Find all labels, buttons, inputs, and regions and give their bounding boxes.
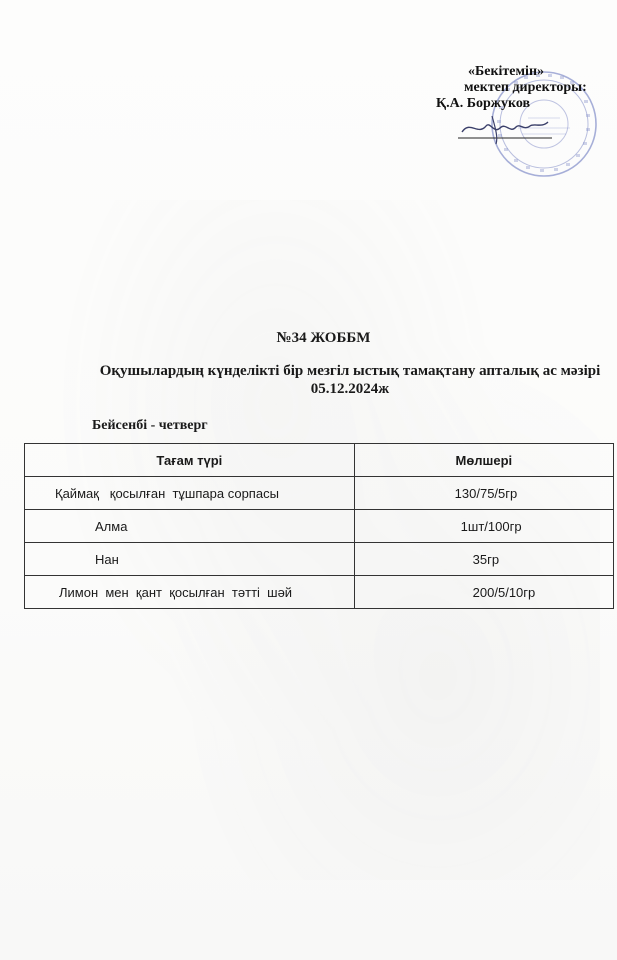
dish-quantity: 130/75/5гр xyxy=(354,477,613,510)
table-row xyxy=(25,576,614,609)
school-name: №34 ЖОББМ xyxy=(276,330,371,346)
header-dish-type: Тағам түрі xyxy=(25,444,355,477)
approval-block xyxy=(436,64,606,112)
dish-quantity: 35гр xyxy=(354,543,613,576)
table-header-row xyxy=(25,444,614,477)
approval-line-approve: «Бекітемін» xyxy=(468,64,545,79)
approval-line-name: Қ.А. Боржуков xyxy=(436,96,531,111)
header-quantity: Мөлшері xyxy=(354,444,613,477)
dish-name: Лимон мен қант қосылған тәтті шәй xyxy=(25,576,355,609)
table-row xyxy=(25,510,614,543)
dish-quantity: 1шт/100гр xyxy=(354,510,613,543)
menu-date: 05.12.2024ж xyxy=(310,381,390,397)
dish-quantity: 200/5/10гр xyxy=(354,576,613,609)
table-row xyxy=(25,543,614,576)
menu-table xyxy=(24,443,614,609)
table-row xyxy=(25,477,614,510)
dish-name: Қаймақ қосылған тұшпара сорпасы xyxy=(25,477,355,510)
weekday-label: Бейсенбі - четверг xyxy=(92,418,208,433)
dish-name: Нан xyxy=(25,543,355,576)
approval-line-director: мектеп директоры: xyxy=(464,80,587,95)
menu-title-line: Оқушылардың күнделікті бір мезгіл ыстық тамақтану апталық ас мәзірі xyxy=(99,363,601,379)
menu-title xyxy=(90,362,610,398)
dish-name: Алма xyxy=(25,510,355,543)
signature-icon xyxy=(452,112,562,146)
